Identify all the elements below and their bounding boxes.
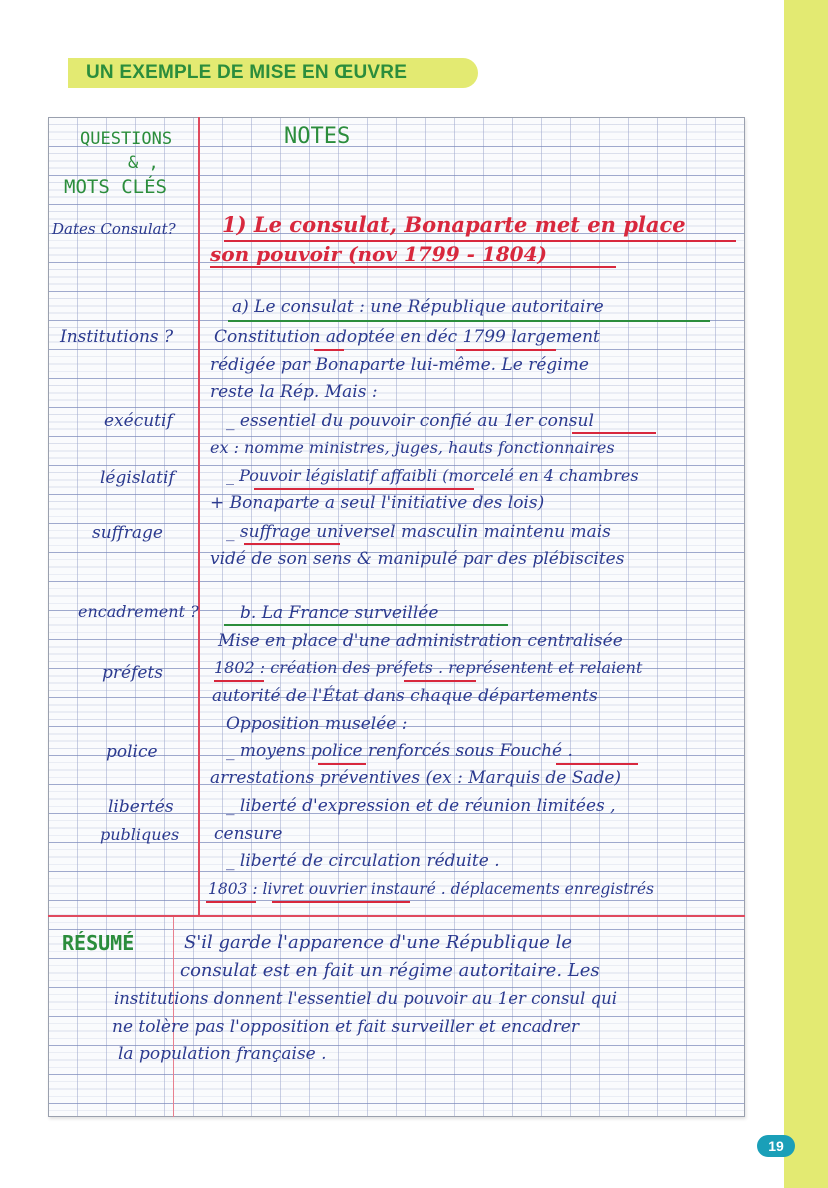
subheading-a-underline — [228, 320, 710, 322]
underline-livret-ouvrier — [272, 901, 410, 903]
underline-prefets — [404, 680, 476, 682]
notes-line-13: Opposition muselée : — [226, 714, 408, 734]
keywords-header: MOTS CLÉS — [64, 176, 167, 198]
notes-line-14: _ moyens police renforcés sous Fouché . — [226, 741, 573, 761]
notes-line-1: Constitution adoptée en déc 1799 largement — [214, 327, 600, 347]
summary-line-5: la population française . — [118, 1044, 327, 1064]
notes-line-3: reste la Rép. Mais : — [210, 382, 378, 402]
notes-header: NOTES — [284, 124, 351, 149]
underline-1803 — [206, 901, 256, 903]
summary-separator-line — [48, 915, 745, 917]
section-title-line-1: 1) Le consulat, Bonaparte met en place — [222, 212, 686, 237]
keyword-encadrement: encadrement ? — [78, 602, 199, 621]
underline-pouvoir-legislatif — [254, 488, 474, 490]
section-title-underline-2 — [210, 266, 616, 268]
notes-line-5: ex : nomme ministres, juges, hauts fonctionnaires — [210, 438, 615, 457]
notes-line-8: _ suffrage universel masculin maintenu mais — [226, 522, 611, 542]
keyword-libertes: libertés — [108, 797, 174, 817]
page-number-badge: 19 — [757, 1135, 795, 1157]
notes-subheading-a: a) Le consulat : une République autoritaire — [232, 297, 604, 317]
subheading-b-underline — [224, 624, 508, 626]
notes-line-17: censure — [214, 824, 283, 844]
summary-line-2: consulat est en fait un régime autoritaire. Les — [180, 960, 600, 981]
keyword-police: police — [106, 742, 158, 762]
notes-line-2: rédigée par Bonaparte lui-même. Le régime — [210, 355, 589, 375]
margin-line-vertical — [198, 117, 200, 915]
summary-line-3: institutions donnent l'essentiel du pouvoir au 1er consul qui — [114, 989, 618, 1008]
underline-fouche — [556, 763, 638, 765]
questions-header: QUESTIONS — [80, 129, 173, 149]
amp-header: & , — [128, 153, 159, 173]
underline-suffrage — [244, 543, 340, 545]
keyword-legislatif: législatif — [100, 468, 175, 488]
section-title-line-2: son pouvoir (nov 1799 - 1804) — [210, 242, 547, 266]
summary-line-4: ne tolère pas l'opposition et fait surveiller et encadrer — [112, 1017, 579, 1037]
notes-line-19: 1803 : livret ouvrier instauré . déplacements enregistrés — [208, 880, 654, 898]
notes-line-18: _ liberté de circulation réduite . — [226, 851, 500, 871]
underline-1802 — [214, 680, 264, 682]
keyword-dates-consulat: Dates Consulat? — [52, 220, 176, 238]
underline-1er-consul — [572, 432, 656, 434]
notes-line-15: arrestations préventives (ex : Marquis de Sade) — [210, 768, 622, 788]
header-title: UN EXEMPLE DE MISE EN ŒUVRE — [86, 62, 408, 83]
side-accent-band — [784, 0, 828, 1188]
notes-line-10: Mise en place d'une administration centralisée — [218, 631, 623, 651]
notes-line-9: vidé de son sens & manipulé par des plébiscites — [210, 549, 625, 569]
notes-line-6: _ Pouvoir législatif affaibli (morcelé en 4 chambres — [226, 466, 639, 485]
notes-line-11: 1802 : création des préfets . représentent et relaient — [214, 658, 643, 677]
keyword-suffrage: suffrage — [92, 523, 163, 543]
keyword-executif: exécutif — [104, 411, 173, 431]
notes-subheading-b: b. La France surveillée — [240, 603, 439, 623]
notes-line-12: autorité de l'État dans chaque départements — [212, 686, 598, 706]
notes-line-7: + Bonaparte a seul l'initiative des lois) — [210, 493, 545, 513]
keyword-prefets: préfets — [102, 663, 163, 683]
keyword-publiques: publiques — [100, 825, 180, 844]
notes-line-16: _ liberté d'expression et de réunion limitées , — [226, 796, 616, 816]
underline-dec-1799 — [456, 349, 556, 351]
summary-line-1: S'il garde l'apparence d'une République le — [184, 932, 573, 953]
underline-constitution — [314, 349, 344, 351]
underline-police — [318, 763, 366, 765]
summary-label: RÉSUMÉ — [62, 931, 135, 955]
notes-line-4: _ essentiel du pouvoir confié au 1er consul — [226, 411, 594, 431]
keyword-institutions: Institutions ? — [60, 327, 174, 347]
